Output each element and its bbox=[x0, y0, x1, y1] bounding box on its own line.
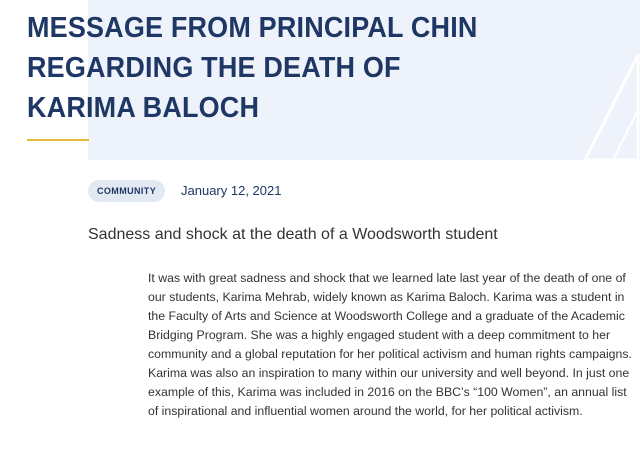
article-subtitle: Sadness and shock at the death of a Woodsworth student bbox=[88, 226, 498, 243]
decorative-triangles bbox=[510, 0, 640, 160]
article-body-paragraph: It was with great sadness and shock that we learned late last year of the death of one of our students, Karima Mehrab, widely known as Karima Baloch. Karima was a student in the Faculty of Arts and Science at Woodsworth College and a graduate of the Academic Bridging Program. She was a highly engaged student with a deep commitment to her community and a global reputation for her political activism and human rights campaigns. Karima was also an inspiration to many within our university and well beyond. In just one example of this, Karima was included in 2016 on the BBC’s “100 Women”, an annual list of inspirational and influential women around the world, for her political activism. bbox=[148, 271, 632, 418]
page-title: MESSAGE FROM PRINCIPAL CHIN REGARDING THE DEATH OF KARIMA BALOCH bbox=[27, 12, 478, 124]
title-underline bbox=[27, 139, 89, 141]
category-tag[interactable]: COMMUNITY bbox=[88, 180, 165, 202]
publish-date: January 12, 2021 bbox=[181, 183, 282, 198]
